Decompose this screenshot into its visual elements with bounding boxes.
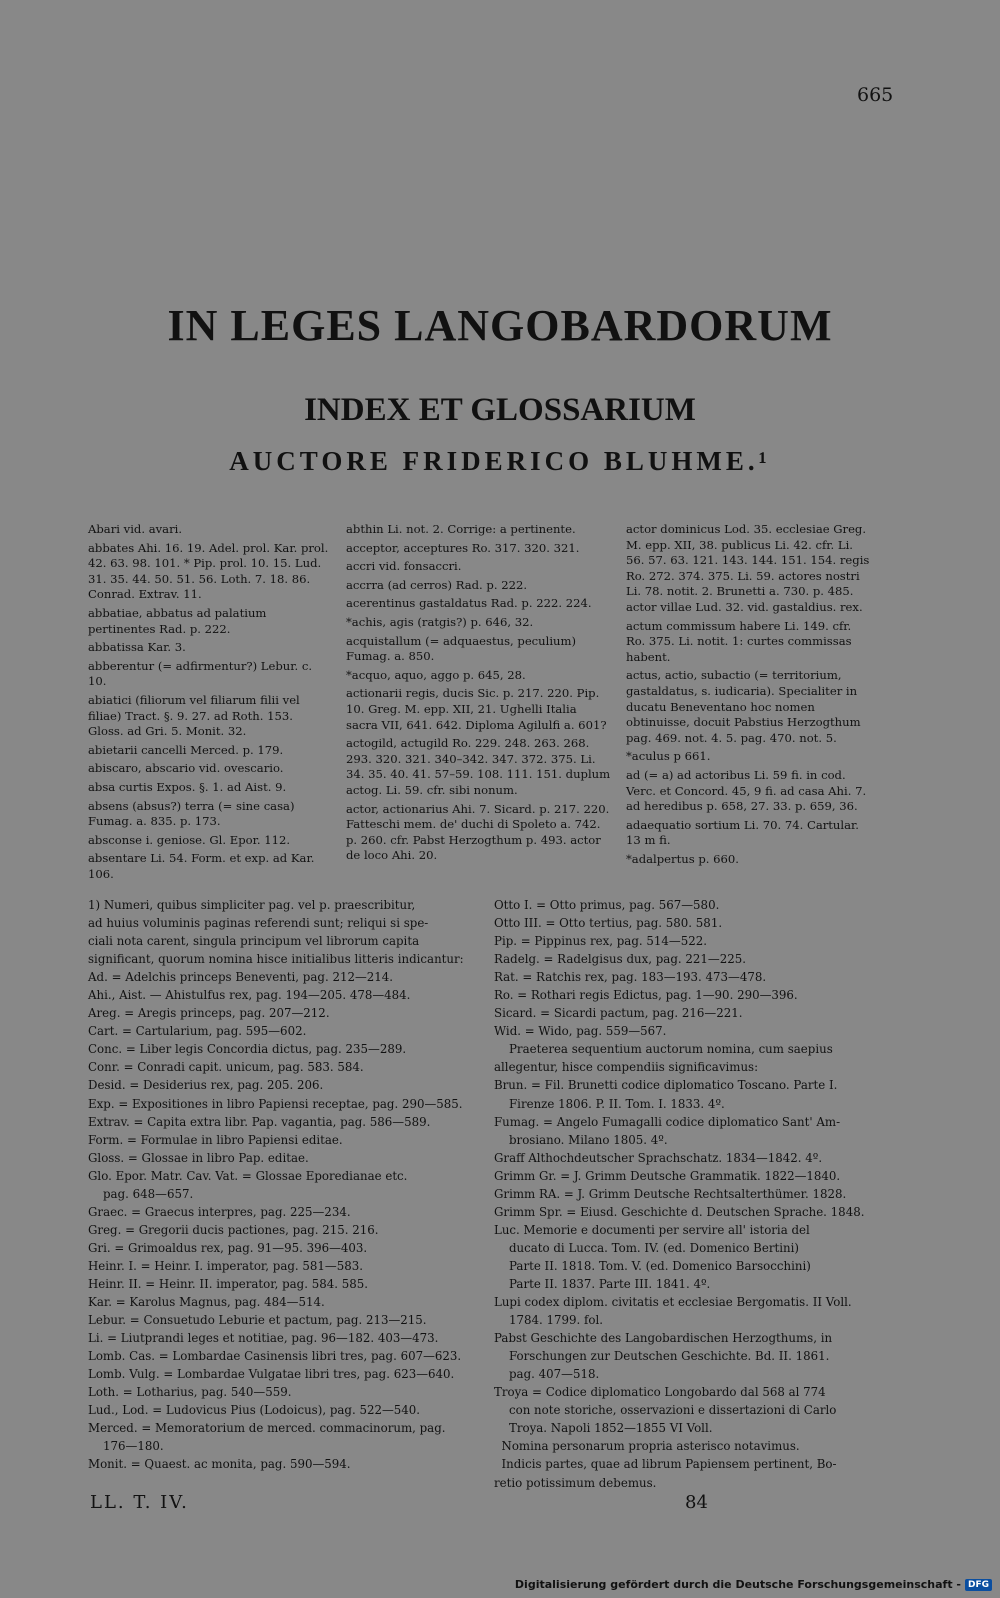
index-column-3 bbox=[626, 522, 888, 885]
index-entry: actus, actio, subactio (= territorium, gastaldatus, s. iudicaria). Specialiter in ducatu Beneventano hoc nomen obtinuisse, docuit Pabstius Herzogthum pag. 469. not. 4. 5. pag. 470. not. 5. bbox=[626, 668, 861, 745]
footnote-line: Parte II. 1837. Parte III. 1841. 4º. bbox=[494, 1276, 711, 1291]
footnote-line: Monit. = Quaest. ac monita, pag. 590—594. bbox=[88, 1457, 351, 1472]
footnote-line: Otto I. = Otto primus, pag. 567—580. bbox=[494, 898, 720, 912]
index-entry: abthin Li. not. 2. Corrige: a pertinente. bbox=[346, 522, 576, 536]
index-entry: Abari vid. avari. bbox=[88, 522, 183, 536]
footnote-line: Conc. = Liber legis Concordia dictus, pag. 235—289. bbox=[88, 1042, 407, 1057]
index-entry: *achis, agis (ratgis?) p. 646, 32. bbox=[346, 614, 534, 629]
index-entry: abbatiae, abbatus ad palatium pertinentes Rad. p. 222. bbox=[88, 605, 267, 636]
footnote-line: Rat. = Ratchis rex, pag. 183—193. 473—478. bbox=[494, 970, 767, 985]
footnote-line: Brun. = Fil. Brunetti codice diplomatico Toscano. Parte I. bbox=[494, 1078, 838, 1093]
footnote-line: Radelg. = Radelgisus dux, pag. 221—225. bbox=[494, 952, 746, 967]
footnote-line: 1784. 1799. fol. bbox=[494, 1313, 604, 1328]
index-entry: abiscaro, abscario vid. ovescario. bbox=[88, 761, 284, 776]
page-title: IN LEGES LANGOBARDORUM bbox=[167, 301, 833, 350]
footnote-line: Forschungen zur Deutschen Geschichte. Bd. II. 1861. bbox=[494, 1349, 830, 1364]
footnote-line: Merced. = Memoratorium de merced. commacinorum, pag. bbox=[88, 1421, 446, 1436]
footnote-line: Parte II. 1818. Tom. V. (ed. Domenico Barsocchini) bbox=[494, 1258, 811, 1273]
footnote-line: Conr. = Conradi capit. unicum, pag. 583. 584. bbox=[88, 1060, 364, 1075]
footnote-line: con note storiche, osservazioni e dissertazioni di Carlo bbox=[494, 1403, 837, 1418]
footnote-line: Ro. = Rothari regis Edictus, pag. 1—90. 290—396. bbox=[494, 988, 798, 1003]
index-column-2 bbox=[346, 522, 626, 885]
index-entry: acquistallum (= adquaestus, peculium) Fumag. a. 850. bbox=[346, 633, 577, 664]
index-entry: abberentur (= adfirmentur?) Lebur. c. 10. bbox=[88, 658, 313, 689]
footnote-line: ducato di Lucca. Tom. IV. (ed. Domenico Bertini) bbox=[494, 1240, 799, 1255]
footnote-line: retio potissimum debemus. bbox=[494, 1475, 657, 1490]
sheet-number: 84 bbox=[685, 1492, 708, 1513]
digitization-credit bbox=[515, 1578, 992, 1591]
footnote-line: Glo. Epor. Matr. Cav. Vat. = Glossae Eporedianae etc. bbox=[88, 1168, 408, 1183]
footnote-line: Lomb. Vulg. = Lombardae Vulgatae libri tres, pag. 623—640. bbox=[88, 1367, 455, 1382]
index-entry: absa curtis Expos. §. 1. ad Aist. 9. bbox=[88, 779, 287, 794]
footnote-line: pag. 407—518. bbox=[494, 1367, 600, 1382]
footnote-line: 1) Numeri, quibus simpliciter pag. vel p. praescribitur, bbox=[88, 898, 416, 912]
footnote-line: Heinr. II. = Heinr. II. imperator, pag. 584. 585. bbox=[88, 1276, 369, 1291]
footnote-line: Form. = Formulae in libro Papiensi editae. bbox=[88, 1132, 343, 1147]
footnote-line: Pip. = Pippinus rex, pag. 514—522. bbox=[494, 934, 707, 949]
index-entry: absentare Li. 54. Form. et exp. ad Kar. 106. bbox=[88, 851, 315, 881]
index-entry: absconse i. geniose. Gl. Epor. 112. bbox=[88, 832, 291, 847]
footnote-line: Extrav. = Capita extra libr. Pap. vagantia, pag. 586—589. bbox=[88, 1114, 431, 1129]
footnote-right-column bbox=[494, 896, 892, 1490]
volume-signature: LL. T. IV. bbox=[90, 1492, 189, 1513]
footnote-line: Indicis partes, quae ad librum Papiensem pertinent, Bo- bbox=[494, 1457, 837, 1472]
index-entry: actor, actionarius Ahi. 7. Sicard. p. 217. 220. Fatteschi mem. de' duchi di Spoleto a. 742. p. 260. cfr. Pabst Herzogthum p. 493. actor de loco Ahi. 20. bbox=[346, 801, 610, 863]
index-entry: acerentinus gastaldatus Rad. p. 222. 224. bbox=[346, 596, 592, 611]
footnote-line: Gri. = Grimoaldus rex, pag. 91—95. 396—403. bbox=[88, 1240, 368, 1255]
footnote-line: 176—180. bbox=[88, 1439, 164, 1454]
footnote-line: ciali nota carent, singula principum vel librorum capita bbox=[88, 934, 420, 949]
footnote-line: Luc. Memorie e documenti per servire all' istoria del bbox=[494, 1222, 810, 1237]
footnote-line: Wid. = Wido, pag. 559—567. bbox=[494, 1024, 667, 1039]
index-entry: actogild, actugild Ro. 229. 248. 263. 268. 293. 320. 321. 340–342. 347. 372. 375. Li. 34. 35. 40. 41. 57–59. 108. 111. 151. duplum actog. Li. 59. cfr. sibi nonum. bbox=[346, 736, 611, 797]
footnote-line: Graec. = Graecus interpres, pag. 225—234. bbox=[88, 1204, 351, 1219]
footnote-left-column bbox=[88, 896, 486, 1476]
index-entry: ad (= a) ad actoribus Li. 59 fi. in cod. Verc. et Concord. 45, 9 fi. ad casa Ahi. 7. ad heredibus p. 658, 27. 33. p. 659, 36. bbox=[626, 767, 867, 814]
index-entry: actionarii regis, ducis Sic. p. 217. 220. Pip. 10. Greg. M. epp. XII, 21. Ughelli Italia sacra VII, 641. 642. Diploma Agilulfi a. 601? bbox=[346, 686, 607, 732]
footnote-line: Fumag. = Angelo Fumagalli codice diplomatico Sant' Am- bbox=[494, 1114, 841, 1129]
footnote-line: Heinr. I. = Heinr. I. imperator, pag. 581—583. bbox=[88, 1258, 363, 1273]
footnote-line: Li. = Liutprandi leges et notitiae, pag. 96—182. 403—473. bbox=[88, 1331, 439, 1346]
footnote-line: Ahi., Aist. — Ahistulfus rex, pag. 194—205. 478—484. bbox=[88, 988, 411, 1003]
footnote-line: Troya = Codice diplomatico Longobardo dal 568 al 774 bbox=[494, 1385, 826, 1400]
footnote-line: Loth. = Lotharius, pag. 540—559. bbox=[88, 1385, 292, 1400]
author-line: AUCTORE FRIDERICO BLUHME.¹ bbox=[229, 446, 771, 476]
footnote-line: Praeterea sequentium auctorum nomina, cum saepius bbox=[494, 1042, 833, 1057]
footnote-line: Graff Althochdeutscher Sprachschatz. 1834—1842. 4º. bbox=[494, 1150, 823, 1165]
footnote-line: pag. 648—657. bbox=[88, 1186, 194, 1201]
footnote-line: Firenze 1806. P. II. Tom. I. 1833. 4º. bbox=[494, 1096, 725, 1111]
footnote-line: Lud., Lod. = Ludovicus Pius (Lodoicus), pag. 522—540. bbox=[88, 1403, 421, 1418]
footnote-line: Cart. = Cartularium, pag. 595—602. bbox=[88, 1024, 307, 1039]
index-entry: abbatissa Kar. 3. bbox=[88, 640, 186, 655]
index-entry: abiatici (filiorum vel filiarum filii vel filiae) Tract. §. 9. 27. ad Roth. 153. Gloss. ad Gri. 5. Monit. 32. bbox=[88, 692, 300, 739]
footnote-line: Desid. = Desiderius rex, pag. 205. 206. bbox=[88, 1078, 324, 1093]
index-entry: abbates Ahi. 16. 19. Adel. prol. Kar. prol. 42. 63. 98. 101. * Pip. prol. 10. 15. Lud. 31. 35. 44. 50. 51. 56. Loth. 7. 18. 86. Conrad. Extrav. 11. bbox=[88, 540, 329, 602]
footnote-line: Kar. = Karolus Magnus, pag. 484—514. bbox=[88, 1295, 325, 1310]
footnote-line: Troya. Napoli 1852—1855 VI Voll. bbox=[494, 1421, 713, 1436]
footnote-line: Grimm Gr. = J. Grimm Deutsche Grammatik. 1822—1840. bbox=[494, 1168, 841, 1183]
footnote-line: Exp. = Expositiones in libro Papiensi receptae, pag. 290—585. bbox=[88, 1096, 463, 1111]
footnote-line: Otto III. = Otto tertius, pag. 580. 581. bbox=[494, 916, 723, 931]
index-entry: *aculus p 661. bbox=[626, 749, 711, 764]
digitization-note: Digitalisierung gefördert durch die Deutsche Forschungsgemeinschaft - bbox=[514, 1578, 961, 1591]
index-columns bbox=[88, 522, 888, 881]
dfg-logo: DFG bbox=[965, 1579, 992, 1591]
footnote-line: ad huius voluminis paginas referendi sunt; reliqui si spe- bbox=[88, 916, 429, 931]
footnote-line: Grimm Spr. = Eiusd. Geschichte d. Deutschen Sprache. 1848. bbox=[494, 1204, 865, 1219]
footnote-line: Greg. = Gregorii ducis pactiones, pag. 215. 216. bbox=[88, 1222, 379, 1237]
footnote-line: brosiano. Milano 1805. 4º. bbox=[494, 1132, 668, 1147]
footnote-line: Ad. = Adelchis princeps Beneventi, pag. 212—214. bbox=[88, 970, 394, 985]
footnote-line: Lebur. = Consuetudo Leburie et pactum, pag. 213—215. bbox=[88, 1313, 427, 1328]
index-entry: *acquo, aquo, aggo p. 645, 28. bbox=[346, 667, 526, 682]
footnote-line: Sicard. = Sicardi pactum, pag. 216—221. bbox=[494, 1006, 743, 1021]
footnote-line: Gloss. = Glossae in libro Pap. editae. bbox=[88, 1150, 309, 1165]
page-number: 665 bbox=[857, 84, 894, 106]
footnote-line: significant, quorum nomina hisce initialibus litteris indicantur: bbox=[88, 952, 464, 967]
footnote-line: Areg. = Aregis princeps, pag. 207—212. bbox=[88, 1006, 330, 1021]
footnote-line: allegentur, hisce compendiis significavimus: bbox=[494, 1060, 759, 1075]
footnote-line: Lomb. Cas. = Lombardae Casinensis libri tres, pag. 607—623. bbox=[88, 1349, 462, 1364]
index-entry: actum commissum habere Li. 149. cfr. Ro. 375. Li. notit. 1: curtes commissas habent. bbox=[626, 618, 852, 664]
index-entry: acceptor, acceptures Ro. 317. 320. 321. bbox=[346, 540, 580, 555]
index-entry: *adalpertus p. 660. bbox=[626, 851, 739, 866]
index-entry: absens (absus?) terra (= sine casa) Fumag. a. 835. p. 173. bbox=[88, 798, 295, 829]
footnote-line: Nomina personarum propria asterisco notavimus. bbox=[494, 1439, 800, 1454]
footnote-line: Grimm RA. = J. Grimm Deutsche Rechtsalterthümer. 1828. bbox=[494, 1186, 847, 1201]
index-entry: abietarii cancelli Merced. p. 179. bbox=[88, 742, 284, 757]
index-entry: accrra (ad cerros) Rad. p. 222. bbox=[346, 577, 528, 592]
index-column-1 bbox=[88, 522, 346, 885]
page-subtitle: INDEX ET GLOSSARIUM bbox=[304, 392, 696, 428]
index-entry: accri vid. fonsaccri. bbox=[346, 559, 462, 574]
index-entry: actor dominicus Lod. 35. ecclesiae Greg. M. epp. XII, 38. publicus Li. 42. cfr. Li. 56. 57. 63. 121. 143. 144. 151. 154. regis Ro. 272. 374. 375. Li. 59. actores nostri Li. 78. notit. 2. Brunetti a. 730. p. 485. actor villae Lud. 32. vid. gastaldius. rex. bbox=[626, 522, 870, 614]
footnote-line: Pabst Geschichte des Langobardischen Herzogthums, in bbox=[494, 1331, 833, 1346]
footnote-line: Lupi codex diplom. civitatis et ecclesiae Bergomatis. II Voll. bbox=[494, 1295, 852, 1310]
index-entry: adaequatio sortium Li. 70. 74. Cartular. 13 m fi. bbox=[626, 817, 859, 848]
